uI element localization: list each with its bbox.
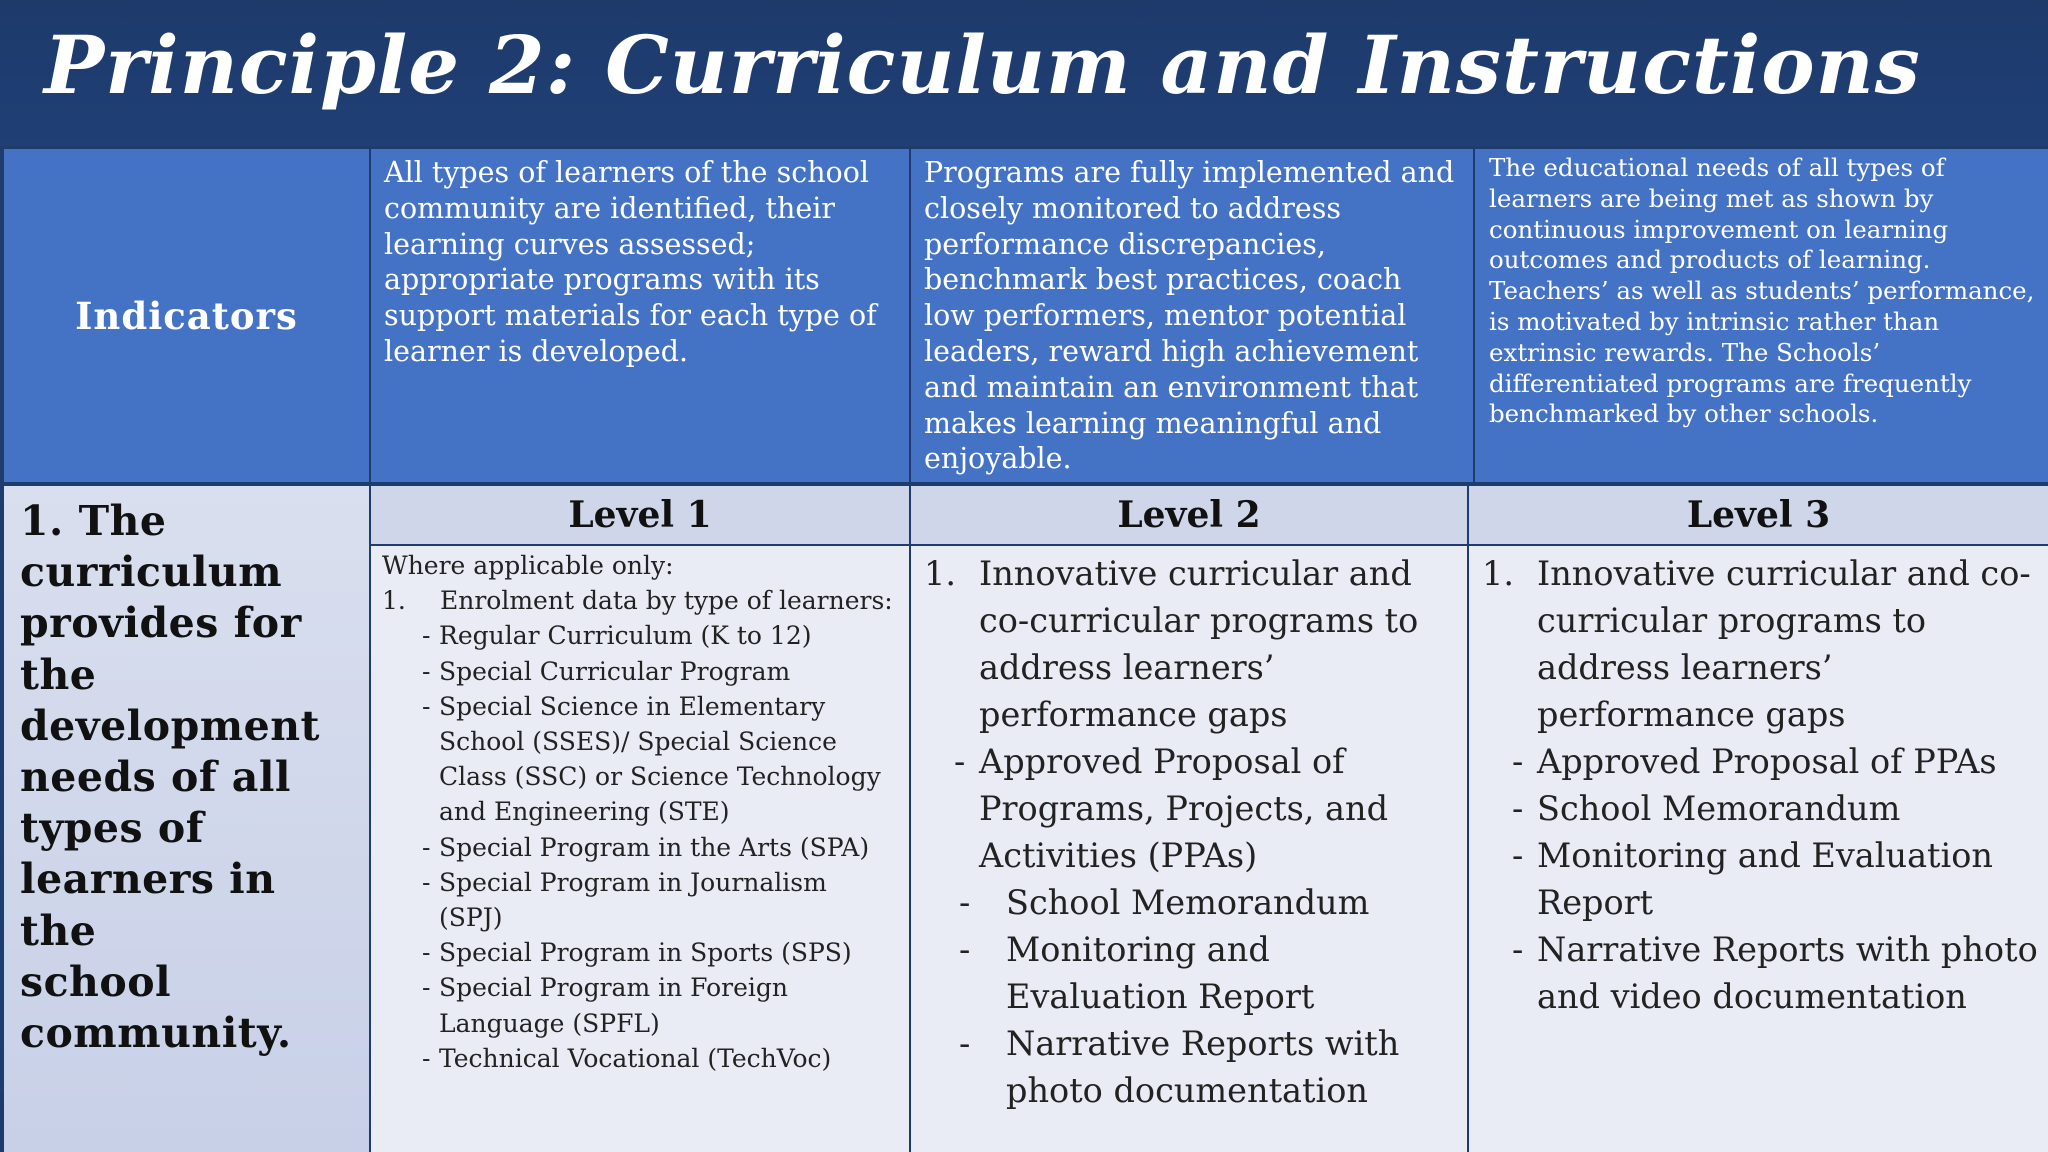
level-2-content xyxy=(911,546,1467,1114)
list-item-line: photo documentation xyxy=(1006,1071,1368,1110)
list-item-line: Class (SSC) or Science Technology xyxy=(439,762,881,792)
indicator-line: community. xyxy=(20,1009,292,1058)
list-item-line: Activities (PPAs) xyxy=(979,836,1258,875)
list-item-line: Monitoring and xyxy=(1006,930,1270,969)
list-item xyxy=(382,618,903,653)
indicator-text xyxy=(4,486,369,1059)
indicators-label: Indicators xyxy=(75,293,298,338)
indicator-line: curriculum xyxy=(20,548,283,597)
description-line: low performers, mentor potential xyxy=(924,299,1407,333)
description-cell-level-2 xyxy=(911,149,1473,482)
list-item-line: (SPJ) xyxy=(439,903,503,933)
list-item xyxy=(1482,832,2044,926)
list-item xyxy=(382,689,903,830)
list-item-line: and video documentation xyxy=(1537,977,1967,1016)
list-item-line: Programs, Projects, and xyxy=(979,789,1389,828)
indicator-line: provides for xyxy=(20,599,302,648)
list-item-line: Special Program in Journalism xyxy=(439,867,827,897)
level-3-numbered-item xyxy=(1482,550,2044,738)
list-item-line: Regular Curriculum (K to 12) xyxy=(439,621,812,651)
indicator-line: needs of all xyxy=(20,753,291,802)
list-item xyxy=(382,654,903,689)
indicator-line: development xyxy=(20,701,320,750)
level-1-numbered-item xyxy=(382,583,903,618)
item-number: 1. xyxy=(382,586,406,616)
list-item xyxy=(382,865,903,935)
indicator-line: school xyxy=(20,957,172,1006)
description-line: outcomes and products of learning. xyxy=(1489,245,1931,275)
description-cell-level-3 xyxy=(1475,149,2048,482)
item-text: Enrolment data by type of learners: xyxy=(440,586,893,616)
dash-bullet: - xyxy=(1512,930,1524,969)
list-item xyxy=(1482,738,2044,785)
list-item xyxy=(382,1041,903,1076)
description-line: and maintain an environment that xyxy=(924,370,1419,404)
level-1-content xyxy=(371,546,909,1076)
level-1-header: Level 1 xyxy=(371,486,909,544)
list-item-line: Special Curricular Program xyxy=(439,656,791,686)
level-3-body xyxy=(1469,546,2048,1152)
indicator-line: 1. The xyxy=(20,497,167,545)
description-line: learner is developed. xyxy=(384,334,689,368)
description-text-level-3 xyxy=(1475,149,2048,430)
dash-bullet: - xyxy=(422,938,431,968)
dash-bullet: - xyxy=(422,973,431,1003)
indicators-header-cell xyxy=(4,149,369,482)
indicator-cell xyxy=(4,486,369,1152)
left-edge-accent xyxy=(0,1094,4,1152)
dash-bullet: - xyxy=(422,832,431,862)
item-text-line: curricular programs to xyxy=(1537,601,1927,640)
list-item-line: Narrative Reports with photo xyxy=(1537,930,2038,969)
description-line: closely monitored to address xyxy=(924,191,1341,225)
level-2-body xyxy=(911,546,1467,1152)
description-text-level-2 xyxy=(911,149,1473,477)
description-line: All types of learners of the school xyxy=(384,156,869,189)
list-item xyxy=(382,970,903,1040)
list-item xyxy=(382,935,903,970)
item-text-line: performance gaps xyxy=(979,695,1288,734)
indicator-line: the xyxy=(20,650,97,699)
dash-bullet: - xyxy=(959,883,971,922)
list-item xyxy=(924,926,1463,1020)
description-line: Teachers’ as well as students’ performance, xyxy=(1489,276,2035,306)
description-line: makes learning meaningful and xyxy=(924,406,1382,440)
dash-bullet: - xyxy=(422,621,431,651)
indicator-line: learners in the xyxy=(20,855,276,955)
list-item-line: Special Program in Sports (SPS) xyxy=(439,938,852,968)
list-item-line: Approved Proposal of xyxy=(979,742,1345,781)
list-item-line: Special Program in the Arts (SPA) xyxy=(439,832,870,862)
description-line: performance discrepancies, xyxy=(924,227,1326,261)
level-2-header: Level 2 xyxy=(911,486,1467,544)
list-item-line: Language (SPFL) xyxy=(439,1008,660,1038)
dash-bullet: - xyxy=(422,691,431,721)
list-item xyxy=(924,738,1463,879)
item-text-line: Innovative curricular and xyxy=(979,554,1412,593)
description-cell-level-1 xyxy=(371,149,909,482)
item-text-line: performance gaps xyxy=(1537,695,1846,734)
item-number: 1. xyxy=(1482,554,1514,593)
title-bar xyxy=(0,0,2048,146)
dash-bullet: - xyxy=(422,656,431,686)
description-text-level-1 xyxy=(371,149,909,370)
description-line: learning curves assessed; xyxy=(384,227,756,261)
description-line: appropriate programs with its xyxy=(384,263,820,297)
dash-bullet: - xyxy=(959,930,971,969)
description-line: enjoyable. xyxy=(924,442,1072,476)
list-item-line: School Memorandum xyxy=(1537,789,1901,828)
description-line: benchmarked by other schools. xyxy=(1489,399,1879,429)
list-item-line: and Engineering (STE) xyxy=(439,797,730,827)
description-line: Programs are fully implemented and xyxy=(924,156,1455,189)
list-item xyxy=(1482,785,2044,832)
description-line: support materials for each type of xyxy=(384,299,877,333)
description-line: extrinsic rewards. The Schools’ xyxy=(1489,337,1881,367)
dash-bullet: - xyxy=(422,867,431,897)
item-text-line: address learners’ xyxy=(1537,648,1833,687)
list-item xyxy=(382,830,903,865)
dash-bullet: - xyxy=(954,742,966,781)
item-number: 1. xyxy=(924,554,956,593)
level-1-intro: Where applicable only: xyxy=(382,551,674,580)
list-item-line: Report xyxy=(1537,883,1654,922)
item-text-line: Innovative curricular and co- xyxy=(1537,554,2031,593)
list-item-line: School (SSES)/ Special Science xyxy=(439,727,837,757)
list-item-line: Special Science in Elementary xyxy=(439,691,826,721)
dash-bullet: - xyxy=(422,1043,431,1073)
dash-bullet: - xyxy=(1512,836,1524,875)
list-item-line: Special Program in Foreign xyxy=(439,973,789,1003)
slide-title: Principle 2: Curriculum and Instructions xyxy=(44,18,1921,112)
level-3-header: Level 3 xyxy=(1469,486,2048,544)
item-text-line: address learners’ xyxy=(979,648,1275,687)
list-item-line: Evaluation Report xyxy=(1006,977,1315,1016)
list-item-line: Technical Vocational (TechVoc) xyxy=(439,1043,832,1073)
list-item xyxy=(924,879,1463,926)
level-2-numbered-item xyxy=(924,550,1463,738)
list-item-line: Narrative Reports with xyxy=(1006,1024,1400,1063)
dash-bullet: - xyxy=(1512,742,1524,781)
description-line: leaders, reward high achievement xyxy=(924,334,1419,368)
description-line: The educational needs of all types of xyxy=(1489,153,1945,182)
description-line: differentiated programs are frequently xyxy=(1489,368,1972,398)
dash-bullet: - xyxy=(1512,789,1524,828)
level-1-body xyxy=(371,546,909,1152)
description-line: community are identified, their xyxy=(384,191,835,225)
description-line: is motivated by intrinsic rather than xyxy=(1489,306,1940,336)
description-line: benchmark best practices, coach xyxy=(924,263,1402,297)
list-item xyxy=(1482,926,2044,1020)
list-item-line: School Memorandum xyxy=(1006,883,1370,922)
indicator-line: types of xyxy=(20,804,204,853)
level-3-content xyxy=(1469,546,2048,1020)
item-text-line: co-curricular programs to xyxy=(979,601,1419,640)
list-item-line: Monitoring and Evaluation xyxy=(1537,836,1993,875)
list-item-line: Approved Proposal of PPAs xyxy=(1537,742,1997,781)
dash-bullet: - xyxy=(959,1024,971,1063)
description-line: continuous improvement on learning xyxy=(1489,214,1949,244)
list-item xyxy=(924,1020,1463,1114)
description-line: learners are being met as shown by xyxy=(1489,183,1934,213)
